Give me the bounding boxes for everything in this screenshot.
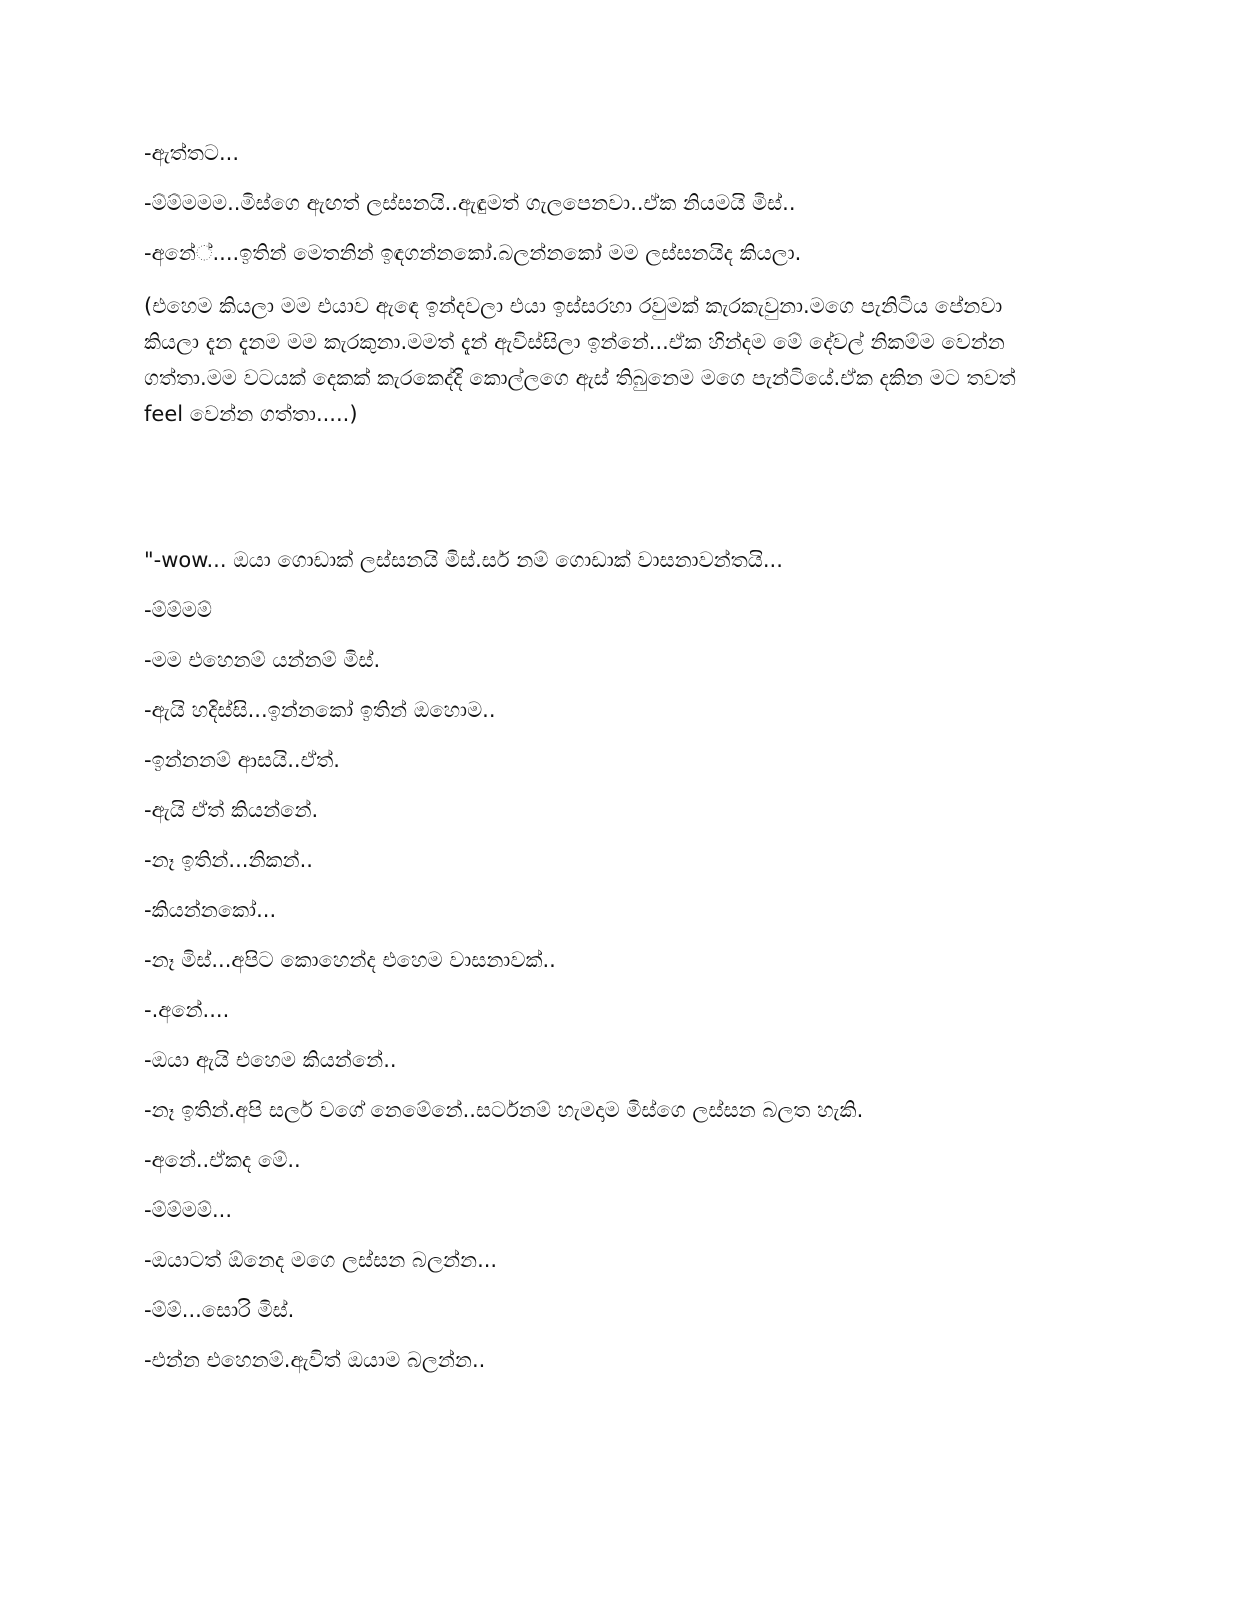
narration-paragraph: (එහෙම කියලා මම එයාව ඇඳෙ ඉන්දවලා එයා ඉස්සරහා රවුමක් කැරකැවුනා.මගෙ පැනිටිය පේනවා කියලා දැන දැනම මම කැරකුනා.මමත් දැන් ඇවිස්සිලා ඉන්නේ...ඒක හින්දම මේ දේවල් නිකම්ම වෙන්න ගත්තා.මම වටයක් දෙකක් කැරකෙද්දි කොල්ලගෙ ඇස් තිබුනෙම මගෙ පැන්ටියේ.ඒක දකින මට තවත් feel වෙන්න ගත්තා.....) [144,294,1016,426]
dialogue-line: -ඇයි හදිස්සි...ඉන්නකෝ ඉතින් ඔහොම.. [144,698,496,722]
dialogue-line: -ම්ම්...සොරි මිස්. [144,1298,295,1322]
dialogue-line: -මම එහෙනම් යන්නම් මිස්. [144,648,381,672]
dialogue-line: -අනේ්....ඉතින් මෙතනින් ඉඳගන්නකෝ.බලන්නකෝ මම ලස්සනයිද කියලා. [144,241,802,265]
dialogue-line: -නෑ ඉතින්.අපි සර්ල වගේ නෙමේනේ..සර්ටනම් හැමදාම මිස්ගෙ ලස්සන බලත හැකි. [144,1098,864,1122]
dialogue-line: -ඇත්තට... [144,141,240,165]
dialogue-line: -එන්න එහෙනම්.ඇවිත් ඔයාම බලන්න.. [144,1348,486,1372]
dialogue-line: -අනේ..ඒකද මේ.. [144,1148,301,1172]
dialogue-line: -ඔයාටත් ඕනෙද මගෙ ලස්සන බලන්න... [144,1248,498,1272]
section-dialogue-1 [144,138,1064,432]
dialogue-line: -ම්ම්මමම..මිස්ගෙ ඇඟත් ලස්සනයි..ඇඳුමත් ගැලපෙනවා..ඒක නියමයි මිස්.. [144,191,796,215]
section-dialogue-2 [144,545,1064,1395]
dialogue-line: -ම්ම්මම්... [144,1198,232,1222]
dialogue-line: "-wow... ඔයා ගොඩාක් ලස්සනයි මිස්.සර් නම් ගොඩාක් වාසනාවන්තයි... [144,548,783,572]
dialogue-line: -ඇයි ඒත් කියන්නේ. [144,798,319,822]
dialogue-line: -කියන්නකෝ... [144,898,277,922]
dialogue-line: -නෑ මිස්...අපිට කොහෙන්ද එහෙම වාසනාවක්.. [144,948,556,972]
dialogue-line: -ඔයා ඇයි එහෙම කියන්නේ.. [144,1048,397,1072]
dialogue-line: -නෑ ඉතින්...නිකන්.. [144,848,313,872]
dialogue-line: -.අනේ.... [144,998,230,1022]
dialogue-line: -ම්ම්මම් [144,598,212,622]
dialogue-line: -ඉන්නනම් ආසයි..ඒත්. [144,748,340,772]
